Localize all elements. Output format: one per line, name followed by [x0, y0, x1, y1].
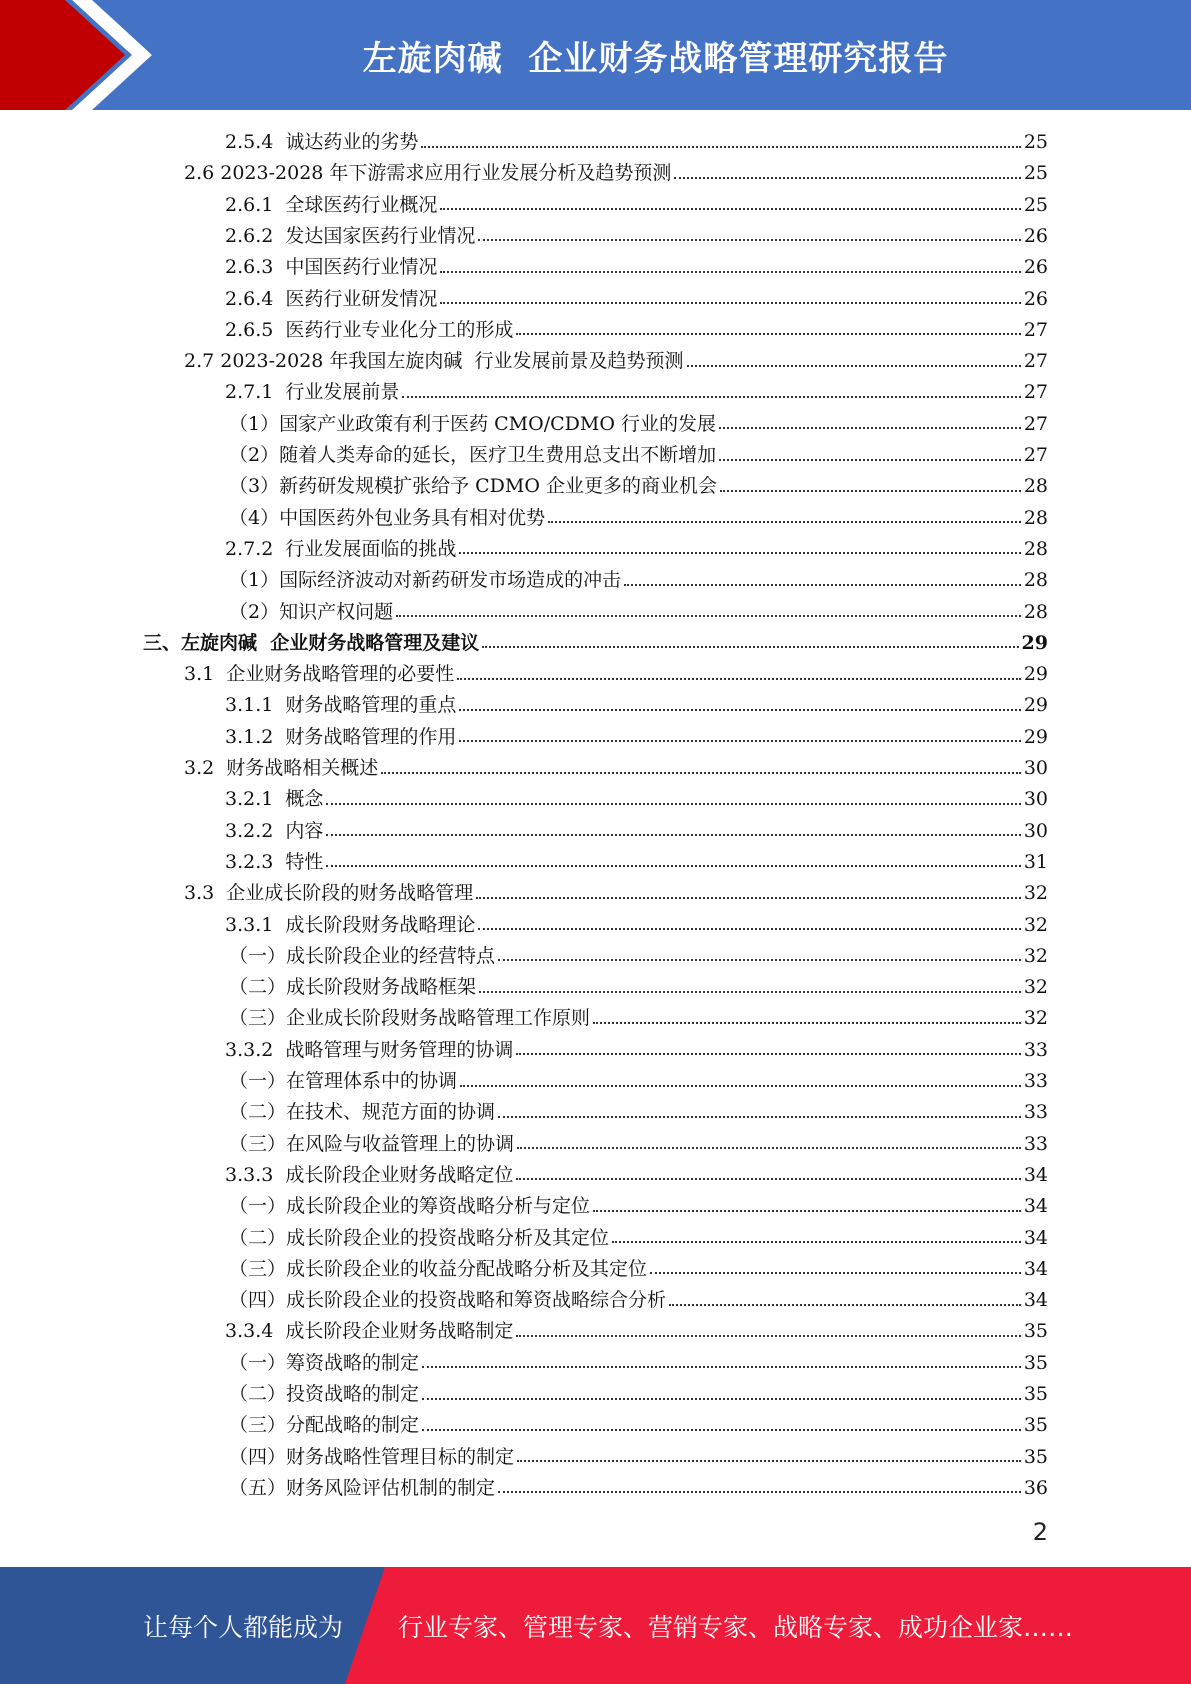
toc-entry[interactable] [229, 503, 1048, 534]
toc-entry-page: 34 [1023, 1289, 1048, 1312]
toc-entry[interactable] [225, 315, 1048, 346]
toc-entry[interactable] [229, 1442, 1048, 1473]
toc-leader-dots [478, 928, 1020, 930]
toc-leader-dots [548, 521, 1021, 523]
toc-entry-page: 28 [1023, 537, 1048, 560]
toc-leader-dots [612, 1241, 1021, 1243]
toc-entry-page: 29 [1023, 725, 1048, 748]
toc-entry-page: 34 [1023, 1195, 1048, 1218]
toc-entry-label: 3.3 企业成长阶段的财务战略管理 [184, 882, 474, 905]
toc-entry-page: 25 [1023, 162, 1048, 185]
toc-entry-page: 35 [1023, 1320, 1048, 1343]
toc-leader-dots [517, 1147, 1021, 1149]
toc-entry[interactable] [225, 1035, 1048, 1066]
toc-leader-dots [440, 271, 1020, 273]
toc-entry-label: 2.6.2 发达国家医药行业情况 [225, 224, 476, 247]
toc-leader-dots [593, 1022, 1021, 1024]
toc-entry-page: 29 [1023, 694, 1048, 717]
page-footer [0, 1567, 1191, 1684]
toc-entry[interactable] [229, 1129, 1048, 1160]
toc-entry-label: （2）随着人类寿命的延长，医疗卫生费用总支出不断增加 [229, 444, 717, 466]
toc-entry-page: 35 [1023, 1351, 1048, 1374]
toc-entry[interactable] [229, 972, 1048, 1003]
toc-entry-page: 27 [1023, 412, 1048, 435]
toc-leader-dots [476, 897, 1021, 899]
toc-leader-dots [498, 1116, 1021, 1118]
toc-entry[interactable] [225, 1316, 1048, 1347]
toc-leader-dots [517, 1460, 1021, 1462]
toc-leader-dots [720, 490, 1021, 492]
toc-leader-dots [674, 177, 1020, 179]
toc-entry-page: 30 [1023, 757, 1048, 779]
toc-entry[interactable] [229, 1097, 1048, 1128]
toc-entry-page: 25 [1023, 131, 1048, 153]
toc-entry[interactable] [229, 565, 1048, 596]
toc-entry-page: 33 [1023, 1132, 1048, 1155]
toc-entry[interactable] [229, 597, 1048, 628]
toc-leader-dots [422, 1366, 1021, 1368]
toc-entry-page: 32 [1023, 882, 1048, 905]
toc-leader-dots [482, 646, 1018, 648]
toc-entry-label: （4）中国医药外包业务具有相对优势 [229, 506, 546, 529]
toc-leader-dots [459, 552, 1020, 554]
toc-entry[interactable] [184, 158, 1048, 189]
toc-entry[interactable] [225, 847, 1048, 878]
toc-entry-label: （三）企业成长阶段财务战略管理工作原则 [229, 1007, 591, 1030]
toc-entry[interactable] [184, 659, 1048, 690]
toc-entry[interactable] [184, 346, 1048, 377]
toc-leader-dots [516, 333, 1020, 335]
toc-entry-label: 三、左旋肉碱 企业财务战略管理及建议 [143, 631, 480, 654]
toc-entry-page: 27 [1023, 381, 1048, 404]
toc-entry-label: 3.2.1 概念 [225, 788, 324, 811]
toc-leader-dots [381, 772, 1021, 774]
toc-leader-dots [326, 865, 1020, 867]
toc-leader-dots [516, 1335, 1020, 1337]
toc-entry-label: （1）国际经济波动对新药研发市场造成的冲击 [229, 569, 622, 592]
toc-entry-label: （二）投资战略的制定 [229, 1383, 420, 1405]
toc-entry-label: 3.2.3 特性 [225, 850, 324, 873]
toc-entry[interactable] [229, 1473, 1048, 1504]
toc-entry[interactable] [225, 816, 1048, 847]
toc-entry-label: 3.1.1 财务战略管理的重点 [225, 694, 457, 717]
toc-leader-dots [719, 459, 1021, 461]
toc-entry-label: 3.2 财务战略相关概述 [184, 757, 379, 779]
toc-leader-dots [498, 959, 1021, 961]
toc-entry-page: 34 [1023, 1257, 1048, 1280]
toc-entry-label: （2）知识产权问题 [229, 600, 394, 623]
toc-entry[interactable] [229, 409, 1048, 440]
toc-entry[interactable] [229, 941, 1048, 972]
toc-entry[interactable] [225, 127, 1048, 158]
toc-entry-label: （五）财务风险评估机制的制定 [229, 1476, 496, 1499]
toc-entry-label: （一）成长阶段企业的筹资战略分析与定位 [229, 1195, 591, 1218]
toc-entry[interactable] [143, 628, 1048, 659]
toc-entry-label: 2.7.2 行业发展面临的挑战 [225, 537, 457, 560]
toc-entry[interactable] [229, 1191, 1048, 1222]
toc-leader-dots [593, 1210, 1021, 1212]
toc-entry-page: 27 [1023, 318, 1048, 341]
toc-entry-label: 2.7 2023-2028 年我国左旋肉碱 行业发展前景及趋势预测 [184, 350, 684, 373]
toc-entry-page: 33 [1023, 1038, 1048, 1061]
toc-entry[interactable] [229, 1223, 1048, 1254]
toc-entry-page: 25 [1023, 193, 1048, 216]
toc-entry-page: 32 [1023, 913, 1048, 936]
toc-entry-label: （三）在风险与收益管理上的协调 [229, 1132, 515, 1155]
toc-entry[interactable] [225, 690, 1048, 721]
toc-leader-dots [396, 615, 1021, 617]
toc-leader-dots [460, 1085, 1021, 1087]
toc-entry-label: 2.6.4 医药行业研发情况 [225, 287, 438, 310]
toc-entry-label: （1）国家产业政策有利于医药 CMO/CDMO 行业的发展 [229, 412, 716, 435]
toc-leader-dots [422, 1429, 1021, 1431]
toc-entry[interactable] [229, 1003, 1048, 1034]
toc-entry[interactable] [229, 1285, 1048, 1316]
toc-entry-page: 33 [1023, 1101, 1048, 1124]
toc-entry[interactable] [225, 910, 1048, 941]
toc-entry-page: 26 [1023, 256, 1048, 279]
toc-leader-dots [650, 1272, 1021, 1274]
toc-entry-label: （二）成长阶段财务战略框架 [229, 976, 477, 999]
toc-entry-page: 27 [1023, 350, 1048, 373]
toc-entry-page: 35 [1023, 1445, 1048, 1468]
toc-entry-label: （一）筹资战略的制定 [229, 1351, 420, 1374]
toc-entry-page: 26 [1023, 224, 1048, 247]
toc-entry-label: 3.3.1 成长阶段财务战略理论 [225, 913, 476, 936]
toc-entry-page: 28 [1023, 475, 1048, 498]
toc-leader-dots [687, 365, 1021, 367]
toc-entry-page: 36 [1023, 1476, 1048, 1499]
toc-entry-label: 3.3.4 成长阶段企业财务战略制定 [225, 1320, 514, 1343]
toc-entry-label: （三）成长阶段企业的收益分配战略分析及其定位 [229, 1257, 648, 1280]
toc-leader-dots [421, 146, 1020, 148]
toc-entry[interactable] [229, 1379, 1048, 1410]
toc-entry-page: 32 [1023, 944, 1048, 967]
toc-entry[interactable] [229, 1066, 1048, 1097]
toc-entry-label: 3.1 企业财务战略管理的必要性 [184, 663, 455, 686]
toc-entry[interactable] [225, 190, 1048, 221]
toc-entry[interactable] [225, 252, 1048, 283]
toc-entry-page: 34 [1023, 1163, 1048, 1186]
toc-entry-label: 3.3.3 成长阶段企业财务战略定位 [225, 1163, 514, 1186]
toc-leader-dots [516, 1178, 1020, 1180]
toc-leader-dots [459, 709, 1020, 711]
toc-entry-label: （四）财务战略性管理目标的制定 [229, 1445, 515, 1468]
toc-leader-dots [440, 208, 1020, 210]
toc-entry-label: 3.2.2 内容 [225, 819, 324, 842]
toc-entry[interactable] [225, 534, 1048, 565]
toc-entry-page: 35 [1023, 1383, 1048, 1405]
toc-entry[interactable] [229, 471, 1048, 502]
toc-entry[interactable] [184, 878, 1048, 909]
toc-entry[interactable] [225, 1160, 1048, 1191]
toc-entry-page: 26 [1023, 287, 1048, 310]
toc-entry-label: （3）新药研发规模扩张给予 CDMO 企业更多的商业机会 [229, 475, 717, 498]
toc-entry-label: 2.6.3 中国医药行业情况 [225, 256, 438, 279]
toc-entry-label: 2.6 2023-2028 年下游需求应用行业发展分析及趋势预测 [184, 162, 672, 185]
toc-entry-page: 32 [1023, 976, 1048, 999]
toc-leader-dots [479, 991, 1021, 993]
toc-entry-label: 2.5.4 诚达药业的劣势 [225, 131, 419, 153]
toc-entry-label: 3.1.2 财务战略管理的作用 [225, 725, 457, 748]
toc-entry-label: 2.6.1 全球医药行业概况 [225, 193, 438, 216]
toc-entry-label: （三）分配战略的制定 [229, 1414, 420, 1437]
toc-entry[interactable] [229, 440, 1048, 471]
toc-leader-dots [326, 803, 1020, 805]
toc-entry[interactable] [225, 377, 1048, 408]
toc-leader-dots [459, 740, 1020, 742]
toc-entry-page: 28 [1023, 600, 1048, 623]
toc-entry-label: （一）在管理体系中的协调 [229, 1070, 458, 1092]
toc-leader-dots [669, 1304, 1021, 1306]
toc-entry-page: 29 [1021, 631, 1048, 654]
toc-entry-label: 2.7.1 行业发展前景 [225, 381, 400, 404]
report-title: 左旋肉碱 企业财务战略管理研究报告 [362, 38, 949, 79]
toc-leader-dots [516, 1053, 1020, 1055]
page-header [0, 0, 1191, 110]
footer-slogan-left: 让每个人都能成为 [143, 1612, 344, 1642]
toc-entry-page: 28 [1023, 506, 1048, 529]
page-number: 2 [1032, 1518, 1048, 1546]
toc-entry[interactable] [225, 221, 1048, 252]
toc-leader-dots [422, 1398, 1021, 1400]
toc-leader-dots [402, 396, 1020, 398]
toc-entry-page: 28 [1023, 569, 1048, 592]
toc-entry-label: （二）在技术、规范方面的协调 [229, 1101, 496, 1124]
toc-leader-dots [478, 239, 1020, 241]
toc-entry-label: 3.3.2 战略管理与财务管理的协调 [225, 1038, 514, 1061]
toc-entry-page: 34 [1023, 1226, 1048, 1249]
toc-entry[interactable] [225, 722, 1048, 753]
toc-entry[interactable] [229, 1254, 1048, 1285]
toc-entry-page: 30 [1023, 819, 1048, 842]
header-arrow-decoration [0, 0, 200, 110]
toc-leader-dots [457, 678, 1021, 680]
toc-entry-page: 29 [1023, 663, 1048, 686]
toc-entry[interactable] [225, 284, 1048, 315]
toc-entry-page: 32 [1023, 1007, 1048, 1030]
toc-entry-page: 35 [1023, 1414, 1048, 1437]
footer-slogan-right: 行业专家、管理专家、营销专家、战略专家、成功企业家…… [398, 1612, 1074, 1642]
toc-entry[interactable] [229, 1348, 1048, 1379]
toc-leader-dots [498, 1491, 1021, 1493]
toc-entry-label: （二）成长阶段企业的投资战略分析及其定位 [229, 1226, 610, 1249]
toc-leader-dots [719, 427, 1021, 429]
toc-entry-label: （四）成长阶段企业的投资战略和筹资战略综合分析 [229, 1289, 667, 1312]
toc-entry[interactable] [229, 1410, 1048, 1441]
toc-entry-page: 27 [1023, 444, 1048, 466]
toc-entry-page: 31 [1023, 850, 1048, 873]
toc-entry-page: 33 [1023, 1070, 1048, 1092]
toc-leader-dots [440, 302, 1020, 304]
toc-entry-label: （一）成长阶段企业的经营特点 [229, 944, 496, 967]
toc-leader-dots [326, 834, 1020, 836]
toc-entry[interactable] [225, 784, 1048, 815]
toc-entry[interactable] [184, 753, 1048, 784]
toc-entry-page: 30 [1023, 788, 1048, 811]
toc-leader-dots [624, 584, 1021, 586]
toc-entry-label: 2.6.5 医药行业专业化分工的形成 [225, 318, 514, 341]
